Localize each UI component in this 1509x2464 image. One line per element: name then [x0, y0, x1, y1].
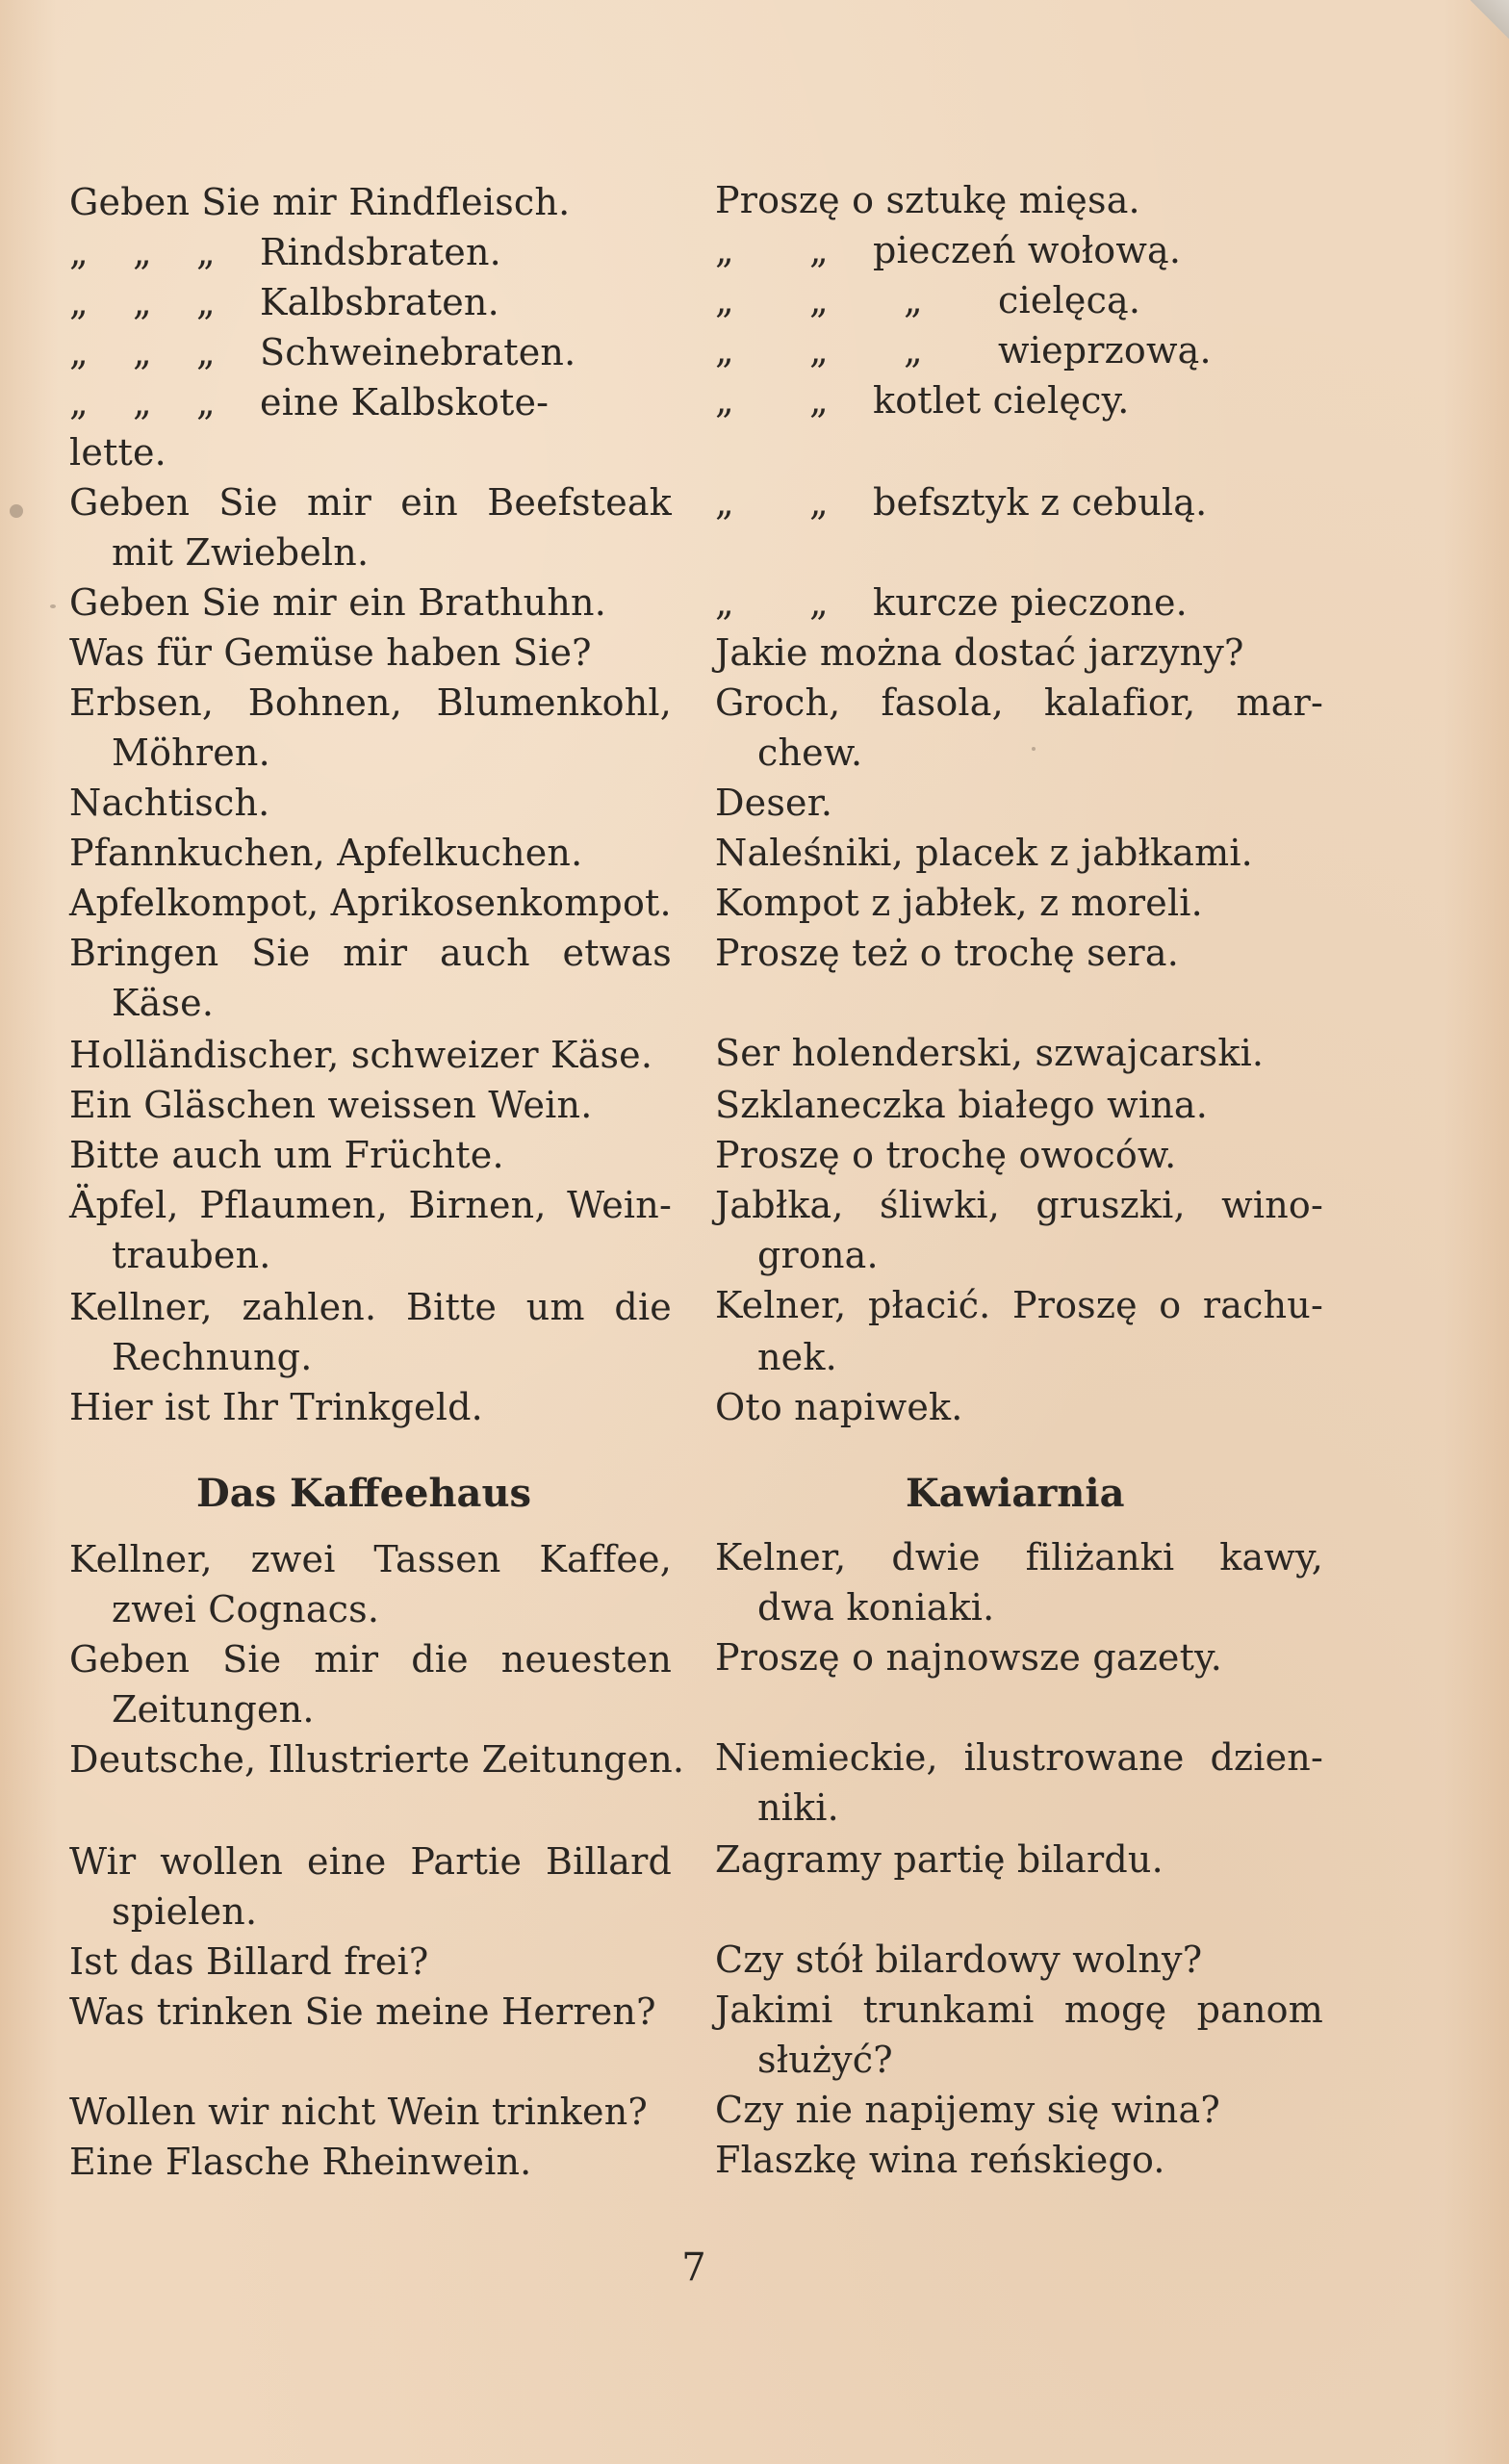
german-line: Möhren.	[112, 732, 270, 774]
ditto-mark: „	[69, 231, 89, 273]
polish-line: Proszę o najnowsze gazety.	[715, 1636, 1222, 1679]
german-line: Kellner, zwei Tassen Kaffee,	[69, 1538, 672, 1580]
ditto-mark: „	[69, 281, 89, 323]
ditto-mark: „	[809, 581, 829, 624]
page-number: 7	[681, 2246, 706, 2290]
polish-line: Proszę o trochę owoców.	[715, 1134, 1177, 1176]
ditto-mark: „	[904, 329, 923, 372]
german-line: „ „ „ eine Kalbskote-	[69, 377, 672, 427]
polish-line: „ „ kotlet cielęcy.	[715, 375, 1323, 425]
ditto-mark: „	[904, 279, 923, 321]
polish-line: Czy stół bilardowy wolny?	[715, 1938, 1203, 1981]
polish-line: Jakie można dostać jarzyny?	[715, 631, 1244, 674]
german-line: Wollen wir nicht Wein trinken?	[69, 2091, 648, 2133]
german-line: Zeitungen.	[112, 1688, 315, 1731]
german-line: „ „ „ Kalbsbraten.	[69, 277, 672, 327]
ditto-mark: „	[715, 229, 734, 271]
ditto-mark: „	[715, 481, 734, 524]
polish-line: „ „ „ wieprzową.	[715, 325, 1323, 375]
german-line: Bringen Sie mir auch etwas	[69, 932, 672, 974]
polish-line: Proszę też o trochę sera.	[715, 932, 1180, 974]
german-line: lette.	[69, 431, 166, 474]
ditto-mark: „	[715, 329, 734, 372]
ditto-mark: „	[69, 331, 89, 373]
german-line: Eine Flasche Rheinwein.	[69, 2141, 532, 2183]
german-line: „ „ „ Schweinebraten.	[69, 327, 672, 377]
german-line: Holländischer, schweizer Käse.	[69, 1034, 653, 1076]
german-line: Kellner, zahlen. Bitte um die	[69, 1286, 672, 1328]
polish-line: Kompot z jabłek, z moreli.	[715, 882, 1203, 924]
german-line: Ist das Billard frei?	[69, 1940, 429, 1983]
german-line: Geben Sie mir die neuesten	[69, 1638, 672, 1681]
ditto-mark: „	[809, 481, 829, 524]
polish-line: Szklaneczka białego wina.	[715, 1084, 1209, 1126]
polish-line: chew.	[757, 732, 863, 774]
ditto-mark: „	[196, 331, 216, 373]
ditto-mark: „	[809, 329, 829, 372]
polish-line: Jakimi trunkami mogę panom	[715, 1989, 1323, 2031]
ditto-mark: „	[715, 581, 734, 624]
polish-line: grona.	[757, 1234, 879, 1276]
polish-line: Niemieckie, ilustrowane dzien-	[715, 1736, 1323, 1779]
section-heading-german: Das Kaffeehaus	[196, 1471, 532, 1516]
polish-line: Proszę o sztukę mięsa.	[715, 179, 1140, 221]
german-line: Geben Sie mir ein Beefsteak	[69, 481, 672, 524]
german-line: Geben Sie mir ein Brathuhn.	[69, 581, 606, 624]
polish-line: Jabłka, śliwki, gruszki, wino-	[715, 1184, 1323, 1226]
polish-line: Zagramy partię bilardu.	[715, 1838, 1164, 1881]
polish-line: „ „ befsztyk z cebulą.	[715, 477, 1323, 527]
section-heading-polish: Kawiarnia	[906, 1471, 1125, 1516]
german-line: Käse.	[112, 982, 215, 1024]
ditto-mark: „	[133, 231, 152, 273]
polish-line: Oto napiwek.	[715, 1386, 963, 1428]
german-line: Ein Gläschen weissen Wein.	[69, 1084, 593, 1126]
german-line: trauben.	[112, 1234, 271, 1276]
polish-line: Kelner, dwie filiżanki kawy,	[715, 1536, 1323, 1578]
german-line: Was trinken Sie meine Herren?	[69, 1990, 656, 2033]
ditto-mark: „	[715, 279, 734, 321]
polish-line: Flaszkę wina reńskiego.	[715, 2139, 1165, 2181]
german-line: Deutsche, Illustrierte Zeitungen.	[69, 1738, 685, 1781]
polish-line: „ „ „ cielęcą.	[715, 275, 1323, 325]
german-line: „ „ „ Rindsbraten.	[69, 227, 672, 277]
german-line: Nachtisch.	[69, 782, 270, 824]
polish-line: Deser.	[715, 782, 833, 824]
ditto-mark: „	[133, 381, 152, 424]
ditto-mark: „	[69, 381, 89, 424]
paper-speck	[50, 604, 56, 608]
german-line: Bitte auch um Früchte.	[69, 1134, 504, 1176]
german-line: Äpfel, Pflaumen, Birnen, Wein-	[69, 1184, 672, 1226]
ditto-mark: „	[809, 229, 829, 271]
polish-line: niki.	[757, 1786, 839, 1829]
polish-line: Groch, fasola, kalafior, mar-	[715, 681, 1323, 724]
german-line: Hier ist Ihr Trinkgeld.	[69, 1386, 483, 1428]
page-corner-fold	[1471, 0, 1509, 58]
polish-line: nek.	[757, 1336, 837, 1378]
ditto-mark: „	[196, 281, 216, 323]
german-line: Wir wollen eine Partie Billard	[69, 1840, 672, 1883]
ditto-mark: „	[133, 281, 152, 323]
paper-speck	[10, 504, 23, 518]
polish-line: służyć?	[757, 2039, 893, 2081]
polish-line: „ „ pieczeń wołową.	[715, 225, 1323, 275]
polish-line: dwa koniaki.	[757, 1586, 995, 1629]
ditto-mark: „	[133, 331, 152, 373]
german-line: Geben Sie mir Rindfleisch.	[69, 181, 571, 223]
german-line: Pfannkuchen, Apfelkuchen.	[69, 832, 583, 874]
german-line: zwei Cognacs.	[112, 1588, 380, 1630]
german-line: Rechnung.	[112, 1336, 313, 1378]
german-line: Erbsen, Bohnen, Blumenkohl,	[69, 681, 672, 724]
ditto-mark: „	[715, 379, 734, 422]
german-line: mit Zwiebeln.	[112, 531, 370, 574]
german-line: Apfelkompot, Aprikosenkompot.	[69, 882, 672, 924]
ditto-mark: „	[809, 279, 829, 321]
german-line: spielen.	[112, 1890, 258, 1933]
ditto-mark: „	[196, 231, 216, 273]
polish-line: Ser holenderski, szwajcarski.	[715, 1032, 1265, 1074]
polish-line: Naleśniki, placek z jabłkami.	[715, 832, 1253, 874]
ditto-mark: „	[809, 379, 829, 422]
german-line: Was für Gemüse haben Sie?	[69, 631, 592, 674]
polish-line: Czy nie napijemy się wina?	[715, 2089, 1220, 2131]
polish-line: Kelner, płacić. Proszę o rachu-	[715, 1284, 1323, 1326]
ditto-mark: „	[196, 381, 216, 424]
polish-line: „ „ kurcze pieczone.	[715, 578, 1323, 628]
